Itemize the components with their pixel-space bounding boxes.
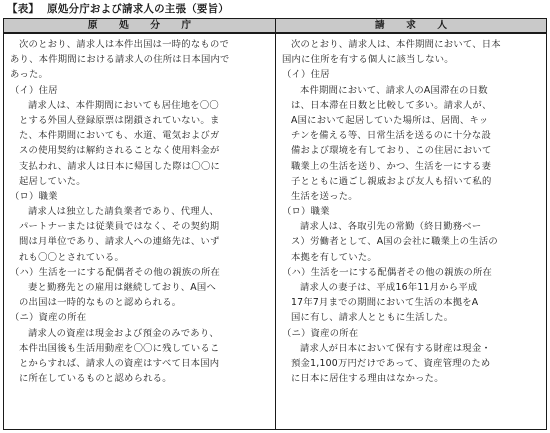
tax-office-claims-text bbox=[10, 37, 271, 386]
caption-tag: 【表】 bbox=[7, 3, 40, 15]
text-line: あり、本件期間における請求人の住所は日本国内で bbox=[10, 54, 230, 66]
text-line: れも〇〇とされている。 bbox=[19, 251, 125, 263]
claims-table bbox=[3, 18, 547, 430]
text-line: （ニ）資産の所在 bbox=[282, 327, 359, 339]
text-line: た、本件期間においても、水道、電気およびガ bbox=[19, 130, 220, 142]
text-line: 17年7月までの期間において生活の本拠をA bbox=[291, 297, 479, 309]
text-line: 請求人の妻子は、平成16年11月から平成 bbox=[300, 282, 478, 293]
text-line: 国内に住所を有する個人に該当しない。 bbox=[282, 54, 454, 66]
text-line: 国に有し、請求人とともに生活した。 bbox=[291, 312, 454, 324]
text-line: チンを備える等、日常生活を送るのに十分な設 bbox=[291, 130, 492, 142]
text-line: スの使用契約は解約されることなく使用料金が bbox=[19, 145, 220, 157]
text-line: （ハ）生活を一にする配偶者その他の親族の所在 bbox=[282, 266, 493, 278]
text-line: 本件出国後も生活用動産を〇〇に残しているこ bbox=[19, 342, 220, 354]
text-line: 請求人の資産は現金および預金のみであり、 bbox=[28, 327, 219, 339]
claimant-claims-text bbox=[282, 37, 542, 386]
text-line: に所在しているものと認められる。 bbox=[19, 373, 172, 385]
text-line: 本件期間において、請求人のA国滞在の日数 bbox=[300, 84, 488, 96]
table-header-row bbox=[4, 19, 547, 34]
text-line: 子とともに過ごし親戚および友人も招いて私的 bbox=[291, 175, 492, 187]
text-line: 請求人が日本において保有する財産は現金・ bbox=[300, 342, 491, 354]
claimant-claims-cell bbox=[276, 33, 547, 430]
header-claimant: 請 求 人 bbox=[276, 19, 547, 34]
header-tax-office: 原 処 分 庁 bbox=[4, 19, 276, 34]
text-line: 妻と勤務先との雇用は継続しており、A国へ bbox=[28, 282, 217, 293]
text-line: 次のとおり、請求人は本件出国は一時的なもので bbox=[19, 39, 230, 50]
text-line: 備および環境を有しており、この住居において bbox=[291, 145, 492, 157]
table-caption bbox=[7, 2, 229, 16]
text-line: あった。 bbox=[10, 69, 49, 81]
text-line: の出国は一時的なものと認められる。 bbox=[19, 297, 182, 309]
text-line: 本拠を有していた。 bbox=[291, 251, 377, 263]
text-line: A国において起居していた場所は、居間、キッ bbox=[291, 114, 489, 126]
text-line: （ロ）職業 bbox=[282, 206, 330, 218]
text-line: 請求人は独立した請負業者であり、代理人、 bbox=[28, 206, 219, 218]
text-line: （イ）住居 bbox=[282, 69, 330, 81]
tax-office-claims-cell bbox=[4, 33, 276, 430]
text-line: パートナーまたは従業員ではなく、その契約期 bbox=[19, 221, 220, 233]
text-line: （イ）住居 bbox=[10, 84, 58, 96]
text-line: とする外国人登録原票は閉鎖されていない。ま bbox=[19, 114, 220, 126]
text-line: （ニ）資産の所在 bbox=[10, 312, 87, 324]
text-line: 支払われ、請求人は日本に帰国した際は〇〇に bbox=[19, 160, 221, 172]
text-line: 生活を送った。 bbox=[291, 190, 358, 202]
text-line: 預金1,100万円だけであって、資産管理のため bbox=[291, 357, 491, 369]
text-line: 次のとおり、請求人は、本件期間において、日本 bbox=[291, 39, 501, 50]
caption-title: 原処分庁および請求人の主張（要旨） bbox=[47, 3, 230, 15]
text-line: ス）労働者として、A国の会社に職業上の生活の bbox=[291, 236, 498, 248]
text-line: （ハ）生活を一にする配偶者その他の親族の所在 bbox=[10, 266, 221, 278]
text-line: 請求人は、本件期間においても居住地を〇〇 bbox=[28, 99, 219, 111]
text-line: 間は月単位であり、請求人への連絡先は、いず bbox=[19, 236, 220, 248]
text-line: （ロ）職業 bbox=[10, 190, 58, 202]
text-line: は、日本滞在日数と比較して多い。請求人が、 bbox=[291, 99, 492, 111]
text-line: 職業上の生活を送り、かつ、生活を一にする妻 bbox=[291, 160, 492, 172]
table-body-row bbox=[4, 33, 547, 430]
text-line: 請求人は、各取引先の常勤（終日勤務ベー bbox=[300, 221, 482, 233]
text-line: 起居していた。 bbox=[19, 175, 86, 187]
text-line: に日本に居住する理由はなかった。 bbox=[291, 373, 444, 385]
text-line: とからすれば、請求人の資産はすべて日本国内 bbox=[19, 357, 220, 369]
